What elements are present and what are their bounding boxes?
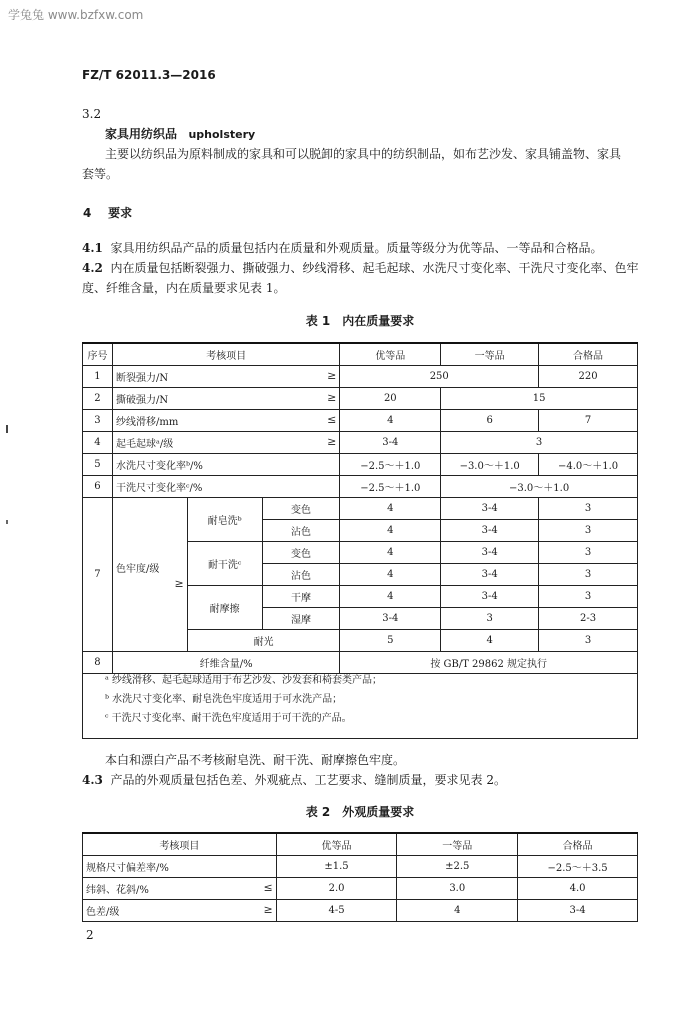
scan-mark [6,425,8,433]
term-line [105,124,255,145]
scan-mark [6,520,8,524]
row-symbol: ≥ [327,369,337,382]
definition-line-1: 主要以纺织品为原料制成的家具和可以脱卸的家具中的纺织制品，如布艺沙发、家具铺盖物、家具 [105,147,622,161]
section-4-number: 4 [83,206,92,220]
term-en: upholstery [188,128,256,141]
table-row [83,498,638,520]
colorfastness-item: 色牢度/级 [115,563,160,575]
table1-header-grade1: 优等品 [340,343,441,366]
para-4-1 [82,238,603,258]
row-value: 4 [340,564,441,586]
row-symbol: ≥ [263,903,273,916]
table1-notes [82,667,638,739]
table2-header-grade1: 优等品 [276,833,397,856]
light-label: 耐光 [187,630,340,652]
row-value: 3 [441,608,539,630]
row-seq: 6 [83,476,113,498]
sub-item: 沾色 [262,520,340,542]
row-item-label: 纱线滑移/mm [115,417,179,428]
rubbing-label: 耐摩擦 [187,586,262,630]
row-item-label: 断裂强力/N [115,373,169,384]
row-value: 2.0 [276,878,397,900]
row-value: 4-5 [276,900,397,922]
para-4-2-text-1: 内在质量包括断裂强力、撕破强力、纱线滑移、起毛起球、水洗尺寸变化率、干洗尺寸变化率、色牢 [110,261,639,275]
row-item: 水洗尺寸变化率ᵇ/% [112,454,339,476]
row-seq: 8 [83,652,113,674]
sub-item: 沾色 [262,564,340,586]
para-4-3 [82,770,506,790]
table2-header-item: 考核项目 [83,833,277,856]
watermark: 学兔兔 www.bzfxw.com [8,8,144,22]
sub-item: 干摩 [262,586,340,608]
row-symbol: ≤ [263,881,273,894]
row-item-label: 规格尺寸偏差率/% [86,863,169,874]
row-item [112,410,339,432]
table2-header-grade3: 合格品 [518,833,638,856]
note-c: ᶜ 干洗尺寸变化率、耐干洗色牢度适用于可干洗的产品。 [105,713,352,724]
row-seq: 3 [83,410,113,432]
row-value: 4 [397,900,518,922]
row-value: −2.5～＋3.5 [518,856,638,878]
table-row [83,454,638,476]
row-value: 20 [340,388,441,410]
row-symbol: ≥ [327,391,337,404]
row-item [83,900,277,922]
sub-item: 湿摩 [262,608,340,630]
table-row [83,900,638,922]
row-value: 7 [539,410,638,432]
row-symbol: ≤ [327,413,337,426]
row-item-label: 撕破强力/N [115,395,169,406]
table1-header-grade2: 一等品 [441,343,539,366]
section-4-heading [83,204,132,221]
row-value: 6 [441,410,539,432]
row-value: 3-4 [441,542,539,564]
para-4-3-number: 4.3 [82,773,103,787]
para-4-3-text: 产品的外观质量包括色差、外观疵点、工艺要求、缝制质量，要求见表 2。 [110,773,506,787]
note-a: ᵃ 纱线滑移、起毛起球适用于布艺沙发、沙发套和椅套类产品； [105,675,383,686]
row-value: 4 [340,410,441,432]
row-value: 3-4 [441,586,539,608]
row-seq: 4 [83,432,113,454]
table-row [83,432,638,454]
table-row [83,410,638,432]
table-row [83,856,638,878]
table-row [83,476,638,498]
row-seq: 1 [83,366,113,388]
row-item [83,856,277,878]
standard-header: FZ/T 62011.3—2016 [82,68,216,82]
table1 [82,342,638,674]
term-zh: 家具用纺织品 [105,127,178,141]
row-value: 4 [441,630,539,652]
para-4-2-text-2: 度、纤维含量，内在质量要求见表 1。 [82,281,286,295]
row-value: ±2.5 [397,856,518,878]
table1-header-grade3: 合格品 [539,343,638,366]
row-seq: 2 [83,388,113,410]
after-table1-text: 本白和漂白产品不考核耐皂洗、耐干洗、耐摩擦色牢度。 [105,753,406,767]
row-value: 3-4 [340,432,441,454]
row-symbol: ≥ [327,435,337,448]
soap-wash-label: 耐皂洗ᵇ [187,498,262,542]
table1-header-seq: 序号 [83,343,113,366]
row-value: 3 [441,432,638,454]
row-value: 5 [340,630,441,652]
row-value: −2.5～＋1.0 [340,476,441,498]
colorfastness-symbol: ≥ [174,576,184,590]
row-item [112,366,339,388]
table2 [82,832,638,922]
row-item [83,878,277,900]
row-value: 250 [340,366,539,388]
row-item-label: 起毛起球ᵃ/级 [115,439,174,450]
row-value: 3-4 [340,608,441,630]
row-value: 220 [539,366,638,388]
table-row [83,878,638,900]
row-item [112,388,339,410]
row-value: 15 [441,388,638,410]
table2-header-row [83,833,638,856]
section-3-2-number: 3.2 [82,107,102,121]
row-value: −3.0～＋1.0 [441,476,638,498]
table1-header-item: 考核项目 [112,343,339,366]
row-seq: 7 [83,498,113,652]
row-value: 3.0 [397,878,518,900]
row-value: 4 [340,542,441,564]
row-value: 3 [539,586,638,608]
note-b: ᵇ 水洗尺寸变化率、耐皂洗色牢度适用于可水洗产品； [105,694,343,705]
page-number: 2 [86,928,94,942]
row-value: 4 [340,586,441,608]
row-value: −3.0～＋1.0 [441,454,539,476]
row-value: −4.0～＋1.0 [539,454,638,476]
row-value: 3 [539,498,638,520]
para-4-2-number: 4.2 [82,261,103,275]
row-value: 3-4 [441,564,539,586]
row-item-label: 色差/级 [86,907,120,918]
dry-clean-label: 耐干洗ᶜ [187,542,262,586]
row-value: 3-4 [441,498,539,520]
para-4-1-text: 家具用纺织品产品的质量包括内在质量和外观质量。质量等级分为优等品、一等品和合格品。 [110,241,603,255]
row-value: 3 [539,542,638,564]
row-value: 3-4 [441,520,539,542]
table2-header-grade2: 一等品 [397,833,518,856]
table-row [83,366,638,388]
row-value: 4.0 [518,878,638,900]
row-value: −2.5～＋1.0 [340,454,441,476]
row-value: 4 [340,498,441,520]
para-4-1-number: 4.1 [82,241,103,255]
row-item [112,432,339,454]
table1-header-row [83,343,638,366]
sub-item: 变色 [262,498,340,520]
section-4-title: 要求 [108,206,133,220]
para-4-2 [82,258,639,278]
table-row [83,388,638,410]
row-value: 2-3 [539,608,638,630]
table1-caption: 表 1 内在质量要求 [305,314,415,328]
row-item-label: 纬斜、花斜/% [86,885,149,896]
row-item: 干洗尺寸变化率ᶜ/% [112,476,339,498]
colorfastness-label [112,498,187,652]
row-value: 3 [539,630,638,652]
row-seq: 5 [83,454,113,476]
sub-item: 变色 [262,542,340,564]
row-value: 3 [539,564,638,586]
table2-caption: 表 2 外观质量要求 [305,805,415,819]
row-value: 3-4 [518,900,638,922]
row-value: 按 GB/T 29862 规定执行 [340,652,638,674]
definition-line-2: 套等。 [82,167,119,181]
row-value: 3 [539,520,638,542]
row-item: 纤维含量/% [112,652,339,674]
row-value: ±1.5 [276,856,397,878]
row-value: 4 [340,520,441,542]
